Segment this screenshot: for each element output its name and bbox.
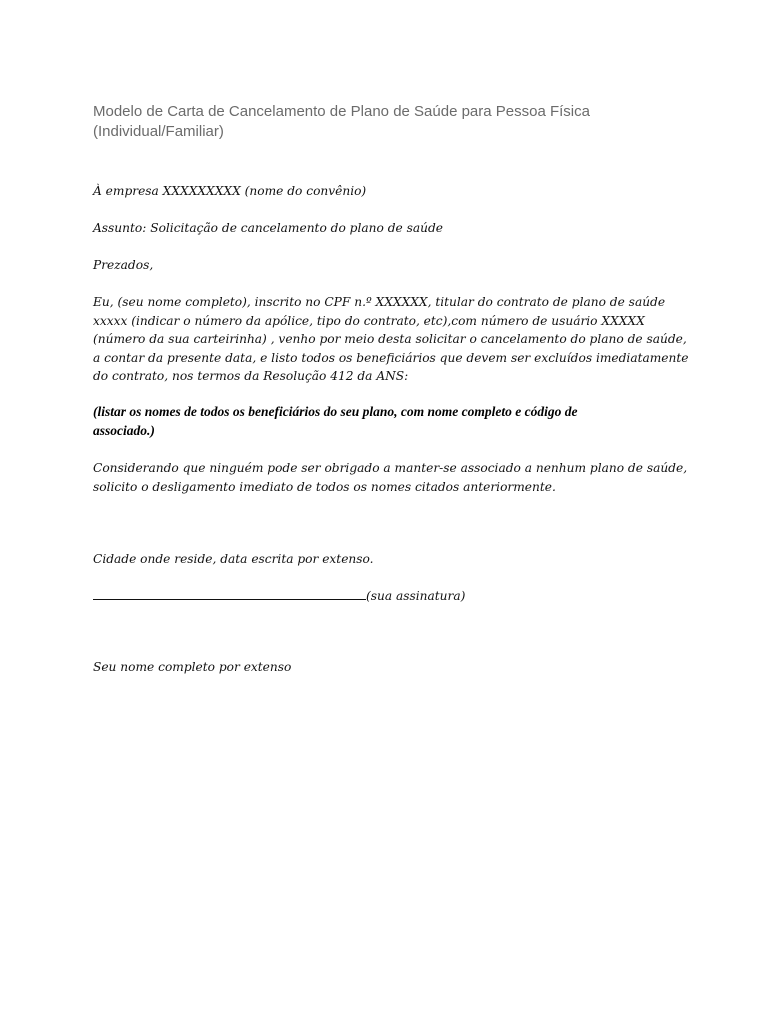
signature-line [93,586,366,600]
beneficiaries-instruction [93,403,577,440]
closing-line: Considerando que ninguém pode ser obrigado a manter-se associado a nenhum plano de saúde, [93,461,688,475]
title-line: (Individual/Familiar) [93,123,224,140]
greeting: Prezados, [93,258,154,272]
signature-block [93,586,465,606]
recipient-line: À empresa XXXXXXXXX (nome do convênio) [93,184,367,198]
paragraph-line: do contrato, nos termos da Resolução 412 da ANS: [93,369,409,383]
closing-line: solicito o desligamento imediato de todos os nomes citados anteriormente. [93,479,556,494]
paragraph-line: xxxxx (indicar o número da apólice, tipo do contrato, etc),com número de usuário XXXXX [93,313,645,328]
closing-paragraph [93,459,687,496]
full-name-line: Seu nome completo por extenso [93,660,292,674]
paragraph-line: (número da sua carteirinha) , venho por meio desta solicitar o cancelamento do plano de saúde, [93,332,687,346]
city-date-line: Cidade onde reside, data escrita por extenso. [93,552,374,566]
subject-line: Assunto: Solicitação de cancelamento do plano de saúde [93,221,443,235]
document-title [93,102,693,142]
signature-label: (sua assinatura) [366,589,466,603]
beneficiaries-line: (listar os nomes de todos os beneficiários do seu plano, com nome completo e código de [93,404,578,419]
paragraph-line: a contar da presente data, e listo todos os beneficiários que devem ser excluídos imediatamente [93,350,689,365]
title-line: Modelo de Carta de Cancelamento de Plano de Saúde para Pessoa Física [93,103,590,120]
request-paragraph [93,293,688,386]
paragraph-line: Eu, (seu nome completo), inscrito no CPF n.º XXXXXX, titular do contrato de plano de saúde [93,295,666,309]
beneficiaries-line: associado.) [93,422,155,438]
